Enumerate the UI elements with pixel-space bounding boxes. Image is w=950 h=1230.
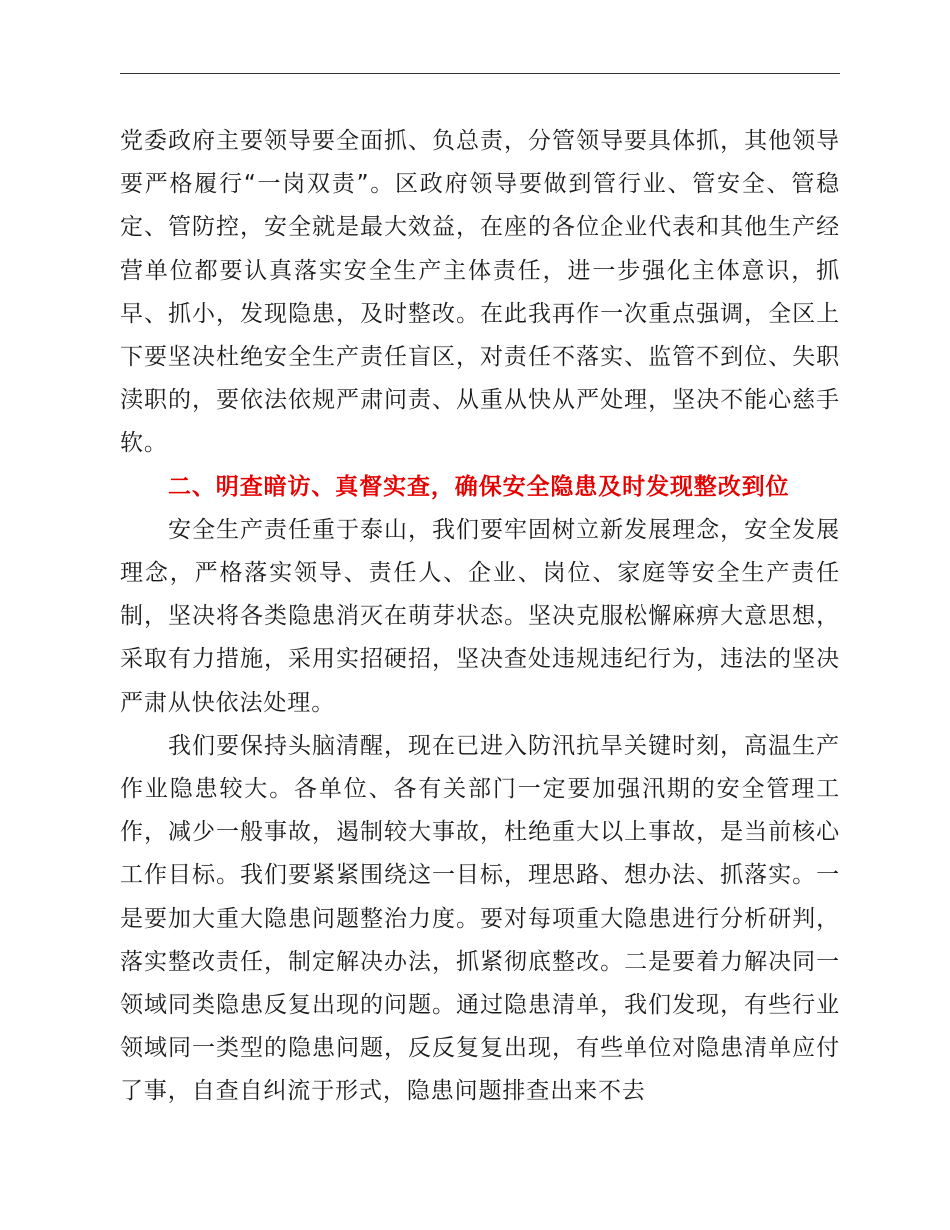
- document-body: [120, 120, 840, 1114]
- paragraph-responsibility: 党委政府主要领导要全面抓、负总责，分管领导要具体抓，其他领导要严格履行“一岗双责”。区政府领导要做到管行业、管安全、管稳定、管防控，安全就是最大效益，在座的各位企业代表和其他生产经营单位都要认真落实安全生产主体责任，进一步强化主体意识，抓早、抓小，发现隐患，及时整改。在此我再作一次重点强调，全区上下要坚决杜绝安全生产责任盲区，对责任不落实、监管不到位、失职渎职的，要依法依规严肃问责、从重从快从严处理，坚决不能心慈手软。: [120, 128, 840, 457]
- paragraph-flood-season: 我们要保持头脑清醒，现在已进入防汛抗旱关键时刻，高温生产作业隐患较大。各单位、各有关部门一定要加强汛期的安全管理工作，减少一般事故，遏制较大事故，杜绝重大以上事故，是当前核心工作目标。我们要紧紧围绕这一目标，理思路、想办法、抓落实。一是要加大重大隐患问题整治力度。要对每项重大隐患进行分析研判，落实整改责任，制定解决办法，抓紧彻底整改。二是要着力解决同一领域同类隐患反复出现的问题。通过隐患清单，我们发现，有些行业领域同一类型的隐患问题，反反复复出现，有些单位对隐患清单应付了事，自查自纠流于形式，隐患问题排查出来不去: [120, 732, 840, 1105]
- section-heading-2: 二、明查暗访、真督实查，确保安全隐患及时发现整改到位: [168, 473, 790, 500]
- header-rule: [120, 73, 840, 74]
- paragraph-safety-production: 安全生产责任重于泰山，我们要牢固树立新发展理念，安全发展理念，严格落实领导、责任人、企业、岗位、家庭等安全生产责任制，坚决将各类隐患消灭在萌芽状态。坚决克服松懈麻痹大意思想，采取有力措施，采用实招硬招，坚决查处违规违纪行为，违法的坚决严肃从快依法处理。: [120, 516, 840, 716]
